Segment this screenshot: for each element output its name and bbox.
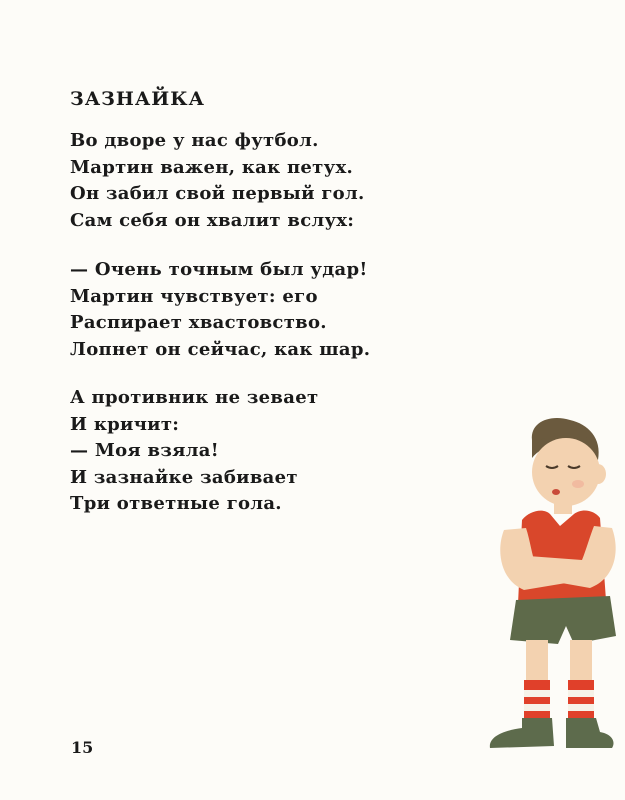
- poem-line: Во дворе у нас футбол.: [70, 130, 319, 151]
- poem-line: — Моя взяла!: [70, 440, 219, 461]
- stanza-2: [70, 257, 370, 363]
- poem-line: Распирает хвастовство.: [70, 312, 327, 333]
- boot-right: [566, 718, 614, 748]
- poem-line: А противник не зевает: [70, 387, 319, 408]
- head: [532, 438, 600, 506]
- boy-footballer-illustration: [470, 410, 620, 755]
- poem-line: Три ответные гола.: [70, 493, 282, 514]
- poem-line: Он забил свой первый гол.: [70, 183, 365, 204]
- poem-line: Сам себя он хвалит вслух:: [70, 209, 355, 231]
- poem-line: И кричит:: [70, 413, 180, 435]
- stanza-1: [70, 128, 365, 234]
- poem-title: ЗАЗНАЙКА: [70, 88, 206, 110]
- boot-left: [490, 718, 554, 748]
- sock-left: [524, 680, 550, 720]
- shorts: [510, 596, 616, 644]
- stanza-3: [70, 385, 318, 518]
- page-number: 15: [71, 738, 94, 757]
- poem-line: — Очень точным был удар!: [70, 259, 368, 280]
- poem-line: Мартин чувствует: его: [70, 285, 318, 307]
- poem-line: И зазнайке забивает: [70, 466, 298, 488]
- sock-right: [568, 680, 594, 720]
- poem-line: Лопнет он сейчас, как шар.: [70, 338, 371, 360]
- poem-line: Мартин важен, как петух.: [70, 156, 354, 178]
